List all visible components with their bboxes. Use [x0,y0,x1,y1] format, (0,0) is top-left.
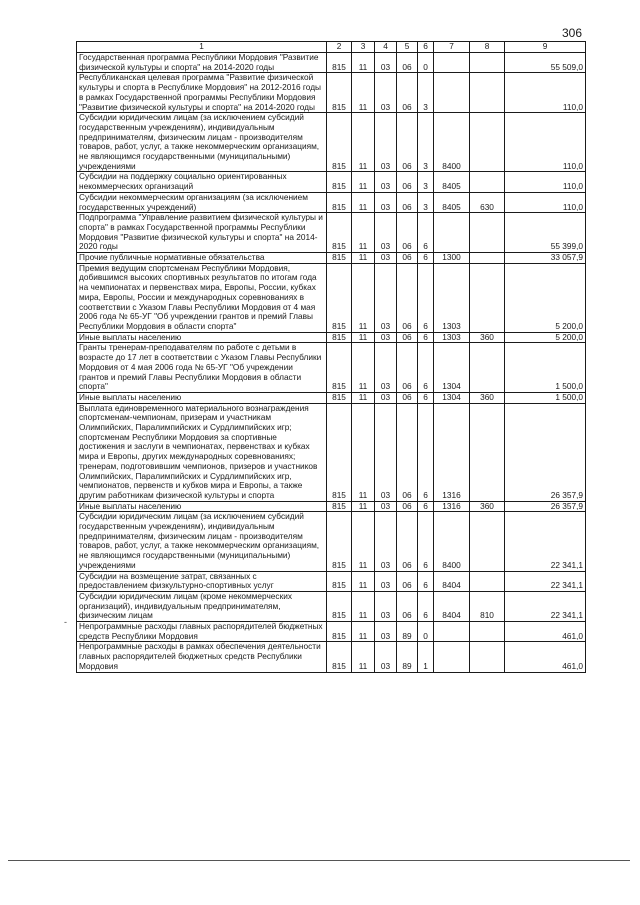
row-code-c7: 1303 [434,332,470,343]
table-row [77,392,586,403]
row-code-c5: 06 [397,501,418,512]
row-code-c4: 03 [375,113,397,172]
row-name: Непрограммные расходы главных распорядителей бюджетных средств Республики Мордовия [77,622,327,642]
table-row [77,113,586,172]
row-amount: 33 057,9 [505,253,586,264]
row-code-c2: 815 [327,403,352,501]
row-name: Иные выплаты населению [77,392,327,403]
row-amount: 1 500,0 [505,343,586,393]
row-code-c8 [470,642,505,672]
row-code-c5: 06 [397,73,418,113]
row-code-c2: 815 [327,192,352,212]
row-code-c5: 06 [397,403,418,501]
row-amount: 110,0 [505,192,586,212]
table-row [77,73,586,113]
row-code-c7: 8404 [434,571,470,591]
row-code-c3: 11 [352,512,375,571]
row-code-c3: 11 [352,343,375,393]
row-name: Республиканская целевая программа "Развитие физической культуры и спорта в Республике Мордовия" на 2012-2016 годы в рамках Государственной программы Республики Мордовия "Развитие физической культуры и спорта" на 2014-2020 годы [77,73,327,113]
row-code-c8: 360 [470,392,505,403]
row-name: Выплата единовременного материального вознаграждения спортсменам-чемпионам, призерам и участникам Олимпийских, Паралимпийских и Сурдлимпийских игр; спортсменам Республики Мордовия за спортивные достижения и заслуги в чемпионатах, первенствах и кубках мира и Европы, других международных соревнованиях; тренерам, подготовившим чемпионов, призеров и участников Олимпийских, Паралимпийских и Сурдлимпийских игр, чемпионатов, первенств и кубков мира и Европы, а также другим работникам физической культуры и спорта [77,403,327,501]
row-amount: 55 399,0 [505,213,586,253]
column-header-8: 8 [470,42,505,53]
table-row [77,622,586,642]
row-code-c2: 815 [327,332,352,343]
row-code-c8 [470,213,505,253]
row-name: Субсидии на поддержку социально ориентированных некоммерческих организаций [77,172,327,192]
row-code-c4: 03 [375,622,397,642]
row-code-c6: 6 [418,392,434,403]
row-code-c8: 360 [470,501,505,512]
row-code-c8 [470,263,505,332]
row-code-c2: 815 [327,253,352,264]
row-code-c6: 3 [418,73,434,113]
row-code-c6: 6 [418,571,434,591]
row-amount: 22 341,1 [505,512,586,571]
row-name: Субсидии юридическим лицам (за исключением субсидий государственным учреждениям), индивидуальным предпринимателям, физическим лицам - производителям товаров, работ, услуг, а также некоммерческим организациям, не являющимся государственными (муниципальными) учреждениями [77,512,327,571]
row-code-c5: 89 [397,642,418,672]
row-code-c6: 6 [418,213,434,253]
bottom-rule [8,860,630,861]
row-name: Иные выплаты населению [77,332,327,343]
table-row [77,591,586,621]
row-code-c2: 815 [327,642,352,672]
row-code-c3: 11 [352,622,375,642]
row-code-c4: 03 [375,332,397,343]
row-amount: 461,0 [505,622,586,642]
row-name: Субсидии на возмещение затрат, связанных с предоставлением физкультурно-спортивных услуг [77,571,327,591]
row-amount: 1 500,0 [505,392,586,403]
row-code-c7: 8400 [434,113,470,172]
row-code-c7: 1300 [434,253,470,264]
row-code-c6: 0 [418,622,434,642]
row-code-c3: 11 [352,253,375,264]
row-amount: 26 357,9 [505,403,586,501]
row-code-c5: 06 [397,172,418,192]
row-code-c7: 1316 [434,501,470,512]
row-code-c2: 815 [327,53,352,73]
table-row [77,571,586,591]
row-code-c2: 815 [327,263,352,332]
row-code-c5: 06 [397,263,418,332]
row-name: Субсидии юридическим лицам (кроме некоммерческих организаций), индивидуальным предпринимателям, физическим лицам [77,591,327,621]
row-code-c3: 11 [352,403,375,501]
row-amount: 110,0 [505,73,586,113]
column-header-2: 2 [327,42,352,53]
row-code-c3: 11 [352,571,375,591]
row-code-c6: 1 [418,642,434,672]
row-code-c7 [434,622,470,642]
row-code-c3: 11 [352,263,375,332]
row-code-c4: 03 [375,571,397,591]
row-amount: 110,0 [505,172,586,192]
row-code-c4: 03 [375,253,397,264]
row-code-c6: 3 [418,113,434,172]
row-name: Субсидии некоммерческим организациям (за исключением государственных учреждений) [77,192,327,212]
column-header-6: 6 [418,42,434,53]
row-amount: 22 341,1 [505,571,586,591]
column-header-7: 7 [434,42,470,53]
row-code-c6: 6 [418,332,434,343]
row-code-c6: 0 [418,53,434,73]
column-header-5: 5 [397,42,418,53]
row-code-c8 [470,53,505,73]
row-code-c2: 815 [327,392,352,403]
row-code-c3: 11 [352,213,375,253]
row-code-c2: 815 [327,622,352,642]
table-row [77,172,586,192]
row-amount: 55 509,0 [505,53,586,73]
row-code-c2: 815 [327,571,352,591]
row-code-c7: 1316 [434,403,470,501]
column-header-3: 3 [352,42,375,53]
margin-mark: - [64,617,67,627]
row-code-c5: 06 [397,591,418,621]
row-code-c6: 3 [418,192,434,212]
row-code-c8 [470,512,505,571]
table-row [77,53,586,73]
row-code-c8 [470,403,505,501]
row-code-c6: 6 [418,512,434,571]
table-row [77,213,586,253]
row-code-c7: 8405 [434,192,470,212]
row-code-c6: 6 [418,591,434,621]
row-code-c5: 89 [397,622,418,642]
row-code-c7: 8404 [434,591,470,621]
row-name: Премия ведущим спортсменам Республики Мордовия, добившимся высоких спортивных результатов по итогам года на чемпионатах и первенствах мира, Европы, России, кубках мира, Европы, России и международных соревнованиях в соответствии с Указом Главы Республики Мордовия от 4 мая 2006 года № 65-УГ "Об учреждении грантов и премий Главы Республики Мордовия в области спорта" [77,263,327,332]
row-amount: 461,0 [505,642,586,672]
row-code-c3: 11 [352,113,375,172]
row-code-c3: 11 [352,392,375,403]
row-code-c5: 06 [397,113,418,172]
row-amount: 22 341,1 [505,591,586,621]
table-row [77,263,586,332]
row-code-c5: 06 [397,571,418,591]
page-number: 306 [562,26,583,40]
row-code-c4: 03 [375,73,397,113]
table-row [77,403,586,501]
table-row [77,332,586,343]
row-code-c2: 815 [327,113,352,172]
row-code-c8: 630 [470,192,505,212]
row-code-c7 [434,213,470,253]
header-row [77,42,586,53]
row-code-c7: 1303 [434,263,470,332]
row-code-c6: 6 [418,501,434,512]
row-code-c2: 815 [327,501,352,512]
table-row [77,512,586,571]
row-code-c7 [434,73,470,113]
row-amount: 26 357,9 [505,501,586,512]
table-row [77,501,586,512]
row-code-c4: 03 [375,501,397,512]
row-name: Государственная программа Республики Мордовия "Развитие физической культуры и спорта" на 2014-2020 годы [77,53,327,73]
row-name: Иные выплаты населению [77,501,327,512]
row-code-c4: 03 [375,343,397,393]
row-code-c4: 03 [375,172,397,192]
row-code-c2: 815 [327,591,352,621]
row-code-c2: 815 [327,512,352,571]
row-code-c2: 815 [327,213,352,253]
row-code-c8: 360 [470,332,505,343]
row-code-c3: 11 [352,642,375,672]
row-name: Прочие публичные нормативные обязательства [77,253,327,264]
row-code-c3: 11 [352,53,375,73]
row-code-c8 [470,343,505,393]
row-amount: 5 200,0 [505,332,586,343]
budget-table [76,41,586,673]
row-code-c5: 06 [397,392,418,403]
row-code-c3: 11 [352,332,375,343]
row-code-c2: 815 [327,73,352,113]
row-code-c7 [434,53,470,73]
row-code-c7 [434,642,470,672]
row-code-c6: 6 [418,403,434,501]
row-code-c6: 6 [418,343,434,393]
row-code-c7: 1304 [434,392,470,403]
column-header-4: 4 [375,42,397,53]
row-code-c5: 06 [397,53,418,73]
row-code-c4: 03 [375,192,397,212]
row-code-c4: 03 [375,591,397,621]
row-code-c4: 03 [375,263,397,332]
row-name: Гранты тренерам-преподавателям по работе с детьми в возрасте до 17 лет в соответствии с Указом Главы Республики Мордовия от 4 мая 2006 года № 65-УГ "Об учреждении грантов и премий Главы Республики Мордовия в области спорта" [77,343,327,393]
row-code-c3: 11 [352,73,375,113]
row-code-c4: 03 [375,642,397,672]
column-header-1: 1 [77,42,327,53]
row-code-c8 [470,571,505,591]
column-header-9: 9 [505,42,586,53]
row-code-c6: 6 [418,263,434,332]
row-code-c2: 815 [327,172,352,192]
row-code-c2: 815 [327,343,352,393]
row-code-c5: 06 [397,213,418,253]
table-row [77,642,586,672]
row-code-c4: 03 [375,53,397,73]
row-code-c3: 11 [352,591,375,621]
row-name: Непрограммные расходы в рамках обеспечения деятельности главных распорядителей бюджетных средств Республики Мордовия [77,642,327,672]
row-code-c7: 1304 [434,343,470,393]
row-code-c4: 03 [375,403,397,501]
row-code-c7: 8405 [434,172,470,192]
row-code-c3: 11 [352,172,375,192]
table-body [77,53,586,673]
row-name: Подпрограмма "Управление развитием физической культуры и спорта" в рамках Государственной программы Республики Мордовия "Развитие физической культуры и спорта" на 2014-2020 годы [77,213,327,253]
table-row [77,192,586,212]
row-code-c5: 06 [397,253,418,264]
row-amount: 5 200,0 [505,263,586,332]
row-code-c3: 11 [352,501,375,512]
row-code-c6: 6 [418,253,434,264]
row-amount: 110,0 [505,113,586,172]
row-code-c4: 03 [375,213,397,253]
row-code-c8 [470,253,505,264]
row-code-c8 [470,172,505,192]
table-row [77,343,586,393]
row-code-c4: 03 [375,392,397,403]
row-code-c3: 11 [352,192,375,212]
row-code-c4: 03 [375,512,397,571]
row-code-c6: 3 [418,172,434,192]
row-code-c8 [470,622,505,642]
row-code-c7: 8400 [434,512,470,571]
row-code-c5: 06 [397,512,418,571]
row-code-c5: 06 [397,343,418,393]
table-row [77,253,586,264]
row-code-c8: 810 [470,591,505,621]
row-code-c5: 06 [397,192,418,212]
row-code-c8 [470,73,505,113]
row-code-c5: 06 [397,332,418,343]
row-name: Субсидии юридическим лицам (за исключением субсидий государственным учреждениям), индивидуальным предпринимателям, физическим лицам - производителям товаров, работ, услуг, а также некоммерческим организациям, не являющимся государственными (муниципальными) учреждениями [77,113,327,172]
row-code-c8 [470,113,505,172]
